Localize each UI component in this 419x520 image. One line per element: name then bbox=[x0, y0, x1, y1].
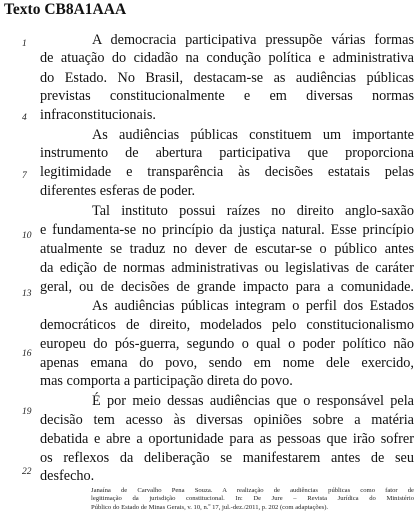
text-line: mas comporta a participação direta do povo. bbox=[40, 373, 293, 390]
text-line: É por meio dessas audiências que o responsável pela bbox=[92, 393, 414, 410]
text-line: infraconstitucionais. bbox=[40, 106, 156, 123]
line-number: 10 bbox=[22, 230, 32, 241]
text-line: previstas constitucionalmente e em diversas normas bbox=[40, 88, 414, 105]
line-number: 13 bbox=[22, 289, 32, 300]
text-line: atualmente se traduz no dever de escutar-se o público antes bbox=[40, 240, 414, 257]
text-line: europeu do pós-guerra, segundo o qual o poder político não bbox=[40, 335, 414, 352]
text-line: As audiências públicas constituem um importante bbox=[92, 126, 414, 143]
text-line: os reflexos da deliberação se manifestarem antes de seu bbox=[40, 449, 414, 466]
text-line: Tal instituto possui raízes no direito anglo-saxão bbox=[92, 203, 414, 220]
line-number: 19 bbox=[22, 407, 32, 418]
text-line: instrumento de abertura participativa que proporciona bbox=[40, 145, 414, 162]
line-number: 4 bbox=[22, 112, 27, 123]
text-line: debatida e abre a oportunidade para as pessoas que irão sofrer bbox=[40, 431, 414, 448]
text-line: de atuação do cidadão na condução política e administrativa bbox=[40, 50, 414, 67]
citation-line: legitimação da jurisdição constitucional. In: De Jure – Revista Jurídica do Ministério bbox=[91, 495, 414, 503]
line-number: 22 bbox=[22, 466, 32, 477]
text-line: desfecho. bbox=[40, 467, 95, 484]
text-line: As audiências públicas integram o perfil dos Estados bbox=[92, 297, 414, 314]
text-line: A democracia participativa pressupõe várias formas bbox=[92, 32, 414, 48]
text-line: legitimidade e transparência às decisões estatais pelas bbox=[40, 164, 414, 181]
text-line: diferentes esferas de poder. bbox=[40, 182, 196, 199]
text-line: e fundamenta-se no princípio da justiça natural. Esse princípio bbox=[40, 222, 414, 239]
line-number: 1 bbox=[22, 39, 27, 50]
text-line: democráticos de direito, modelados pelo constitucionalismo bbox=[40, 317, 414, 334]
text-line: apenas emana do povo, sendo em nome dele exercido, bbox=[40, 354, 414, 371]
text-line: do Estado. No Brasil, destacam-se as audiências públicas bbox=[40, 69, 414, 86]
text-line: decisão tem acesso às diversas opiniões sobre a matéria bbox=[40, 411, 414, 428]
citation-line: Janaína de Carvalho Pena Souza. A realização de audiências públicas como fator de bbox=[91, 487, 414, 495]
text-line: geral, ou de decisões de grande impacto para a comunidade. bbox=[40, 278, 414, 295]
citation-line: Público do Estado de Minas Gerais, v. 10, n.º 17, jul.-dez./2011, p. 202 (com adaptações). bbox=[91, 503, 329, 511]
line-number: 7 bbox=[22, 170, 27, 181]
text-line: da edição de normas administrativas ou legislativas de caráter bbox=[40, 260, 414, 277]
text-title: Texto CB8A1AAA bbox=[4, 1, 127, 18]
line-number: 16 bbox=[22, 349, 32, 360]
